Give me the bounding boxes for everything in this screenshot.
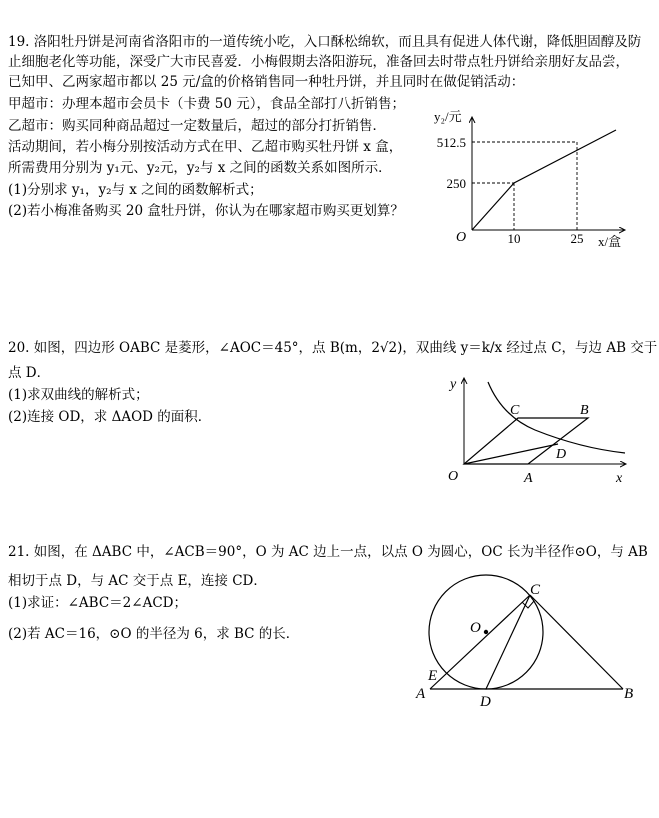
q21-line-1: 21. 如图，在 ΔABC 中，∠ACB＝90°，O 为 AC 边上一点，以点 O 为圆心，OC 长为半径作⊙O，与 AB: [8, 544, 648, 560]
q20-x-label: x: [616, 471, 623, 486]
q20-rhombus-figure: [440, 372, 640, 488]
q20-line-2: 点 D．: [8, 365, 51, 381]
q21-point-o: O: [470, 620, 481, 636]
q21-line-3: (1)求证：∠ABC＝2∠ACD；: [8, 595, 187, 611]
q21-point-c: C: [530, 582, 541, 598]
q21-side-bc: [530, 595, 623, 689]
q20-line-3: (1)求双曲线的解析式；: [8, 387, 149, 403]
q20-point-b: B: [580, 403, 589, 418]
q19-line-3: 已知甲、乙两家超市都以 25 元/盒的价格销售同一种牡丹饼，并且同时在做促销活动：: [8, 74, 525, 90]
q19-x-tick-10: 10: [507, 231, 521, 246]
q20-line-4: (2)连接 OD，求 ΔAOD 的面积．: [8, 409, 212, 425]
q20-point-a: A: [524, 471, 533, 486]
q19-y-label: y₂/元: [434, 109, 462, 124]
q19-x-tick-25: 25: [570, 231, 584, 246]
q21-point-a: A: [416, 686, 426, 702]
q19-function-graph: [420, 105, 640, 255]
q19-line-1: 19. 洛阳牡丹饼是河南省洛阳市的一道传统小吃，入口酥松绵软，而且具有促进人体代谢，降低胆固醇及防: [8, 34, 642, 50]
q19-line-2: 止细胞老化等功能，深受广大市民喜爱．小梅假期去洛阳游玩，准备回去时带点牡丹饼给亲朋好友品尝，: [8, 54, 629, 70]
q21-line-4: (2)若 AC＝16，⊙O 的半径为 6，求 BC 的长．: [8, 626, 300, 642]
q19-function-line: [472, 130, 616, 230]
q19-line-8: (1)分别求 y₁，y₂与 x 之间的函数解析式；: [8, 182, 263, 198]
q20-segment-od: [464, 444, 558, 464]
q21-circle-triangle-figure: [410, 572, 645, 712]
q19-line-9: (2)若小梅准备购买 20 盒牡丹饼，你认为在哪家超市购买更划算？: [8, 203, 404, 219]
q19-origin-label: O: [456, 230, 467, 245]
q20-point-o: O: [448, 469, 459, 484]
q19-x-label: x/盒: [598, 234, 622, 249]
q20-rhombus: [464, 418, 588, 464]
q19-y-tick-512: 512.5: [436, 135, 466, 150]
q20-point-c: C: [510, 403, 520, 418]
q20-point-d: D: [556, 447, 567, 462]
q21-point-e: E: [428, 668, 438, 684]
q20-y-label: y: [450, 377, 457, 392]
q21-side-ac: [430, 595, 530, 689]
q19-line-5: 乙超市：购买同种商品超过一定数量后，超过的部分打折销售．: [8, 118, 386, 134]
q21-point-b: B: [624, 686, 634, 702]
q21-line-2: 相切于点 D，与 AC 交于点 E，连接 CD．: [8, 573, 267, 589]
q19-line-7: 所需费用分别为 y₁元、y₂元，y₂与 x 之间的函数关系如图所示．: [8, 160, 392, 176]
q19-line-4: 甲超市：办理本超市会员卡（卡费 50 元），食品全部打八折销售；: [8, 96, 406, 112]
q21-point-d: D: [480, 694, 491, 710]
q19-line-6: 活动期间，若小梅分别按活动方式在甲、乙超市购买牡丹饼 x 盒，: [8, 139, 403, 155]
q21-center-dot: [484, 630, 488, 634]
q20-line-1: 20. 如图，四边形 OABC 是菱形，∠AOC＝45°，点 B(m，2√2)，双曲线 y＝k/x 经过点 C，与边 AB 交于: [8, 340, 658, 356]
q19-y-tick-250: 250: [446, 176, 466, 191]
